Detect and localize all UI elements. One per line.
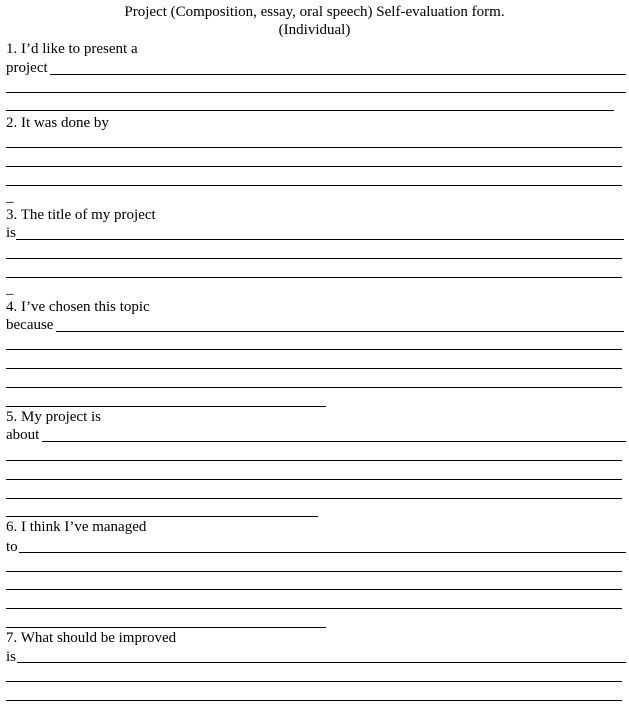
q4-answer-line[interactable] (6, 406, 326, 407)
q6-lead: to (6, 539, 18, 555)
q7-answer-line[interactable] (6, 681, 622, 682)
q7-answer-line[interactable] (6, 700, 622, 701)
q5-answer-line[interactable] (6, 498, 622, 499)
q3-lead: is (6, 225, 17, 241)
q3-prompt: 3. The title of my project (6, 207, 156, 223)
q3-answer-line[interactable] (6, 277, 622, 278)
q1-answer-line[interactable] (50, 74, 626, 75)
q6-prompt: 6. I think I’ve managed (6, 519, 147, 535)
q5-lead: about (6, 427, 40, 443)
q7-prompt: 7. What should be improved (6, 630, 177, 646)
q3-answer-line[interactable] (16, 239, 624, 240)
q2-prompt: 2. It was done by (6, 115, 109, 131)
q4-answer-line[interactable] (6, 368, 622, 369)
q2-answer-line[interactable] (6, 185, 622, 186)
q4-answer-line[interactable] (56, 331, 624, 332)
q2-stub: _ (6, 189, 14, 205)
q2-answer-line[interactable] (6, 147, 622, 148)
q6-answer-line[interactable] (6, 627, 326, 628)
q5-prompt: 5. My project is (6, 409, 101, 425)
q7-lead: is (6, 649, 17, 665)
q6-answer-line[interactable] (6, 608, 622, 609)
q6-answer-line[interactable] (6, 571, 622, 572)
form-subtitle: (Individual) (278, 22, 351, 38)
q4-answer-line[interactable] (6, 349, 622, 350)
q3-stub: _ (6, 281, 14, 297)
q5-answer-line[interactable] (6, 479, 622, 480)
q4-prompt: 4. I’ve chosen this topic (6, 299, 150, 315)
q1-answer-line[interactable] (6, 110, 614, 111)
q1-prompt: 1. I’d like to present a (6, 41, 138, 57)
q5-answer-line[interactable] (6, 516, 318, 517)
q2-answer-line[interactable] (6, 166, 622, 167)
q4-answer-line[interactable] (6, 387, 622, 388)
q7-answer-line[interactable] (17, 662, 626, 663)
q4-lead: because (6, 317, 54, 333)
q5-answer-line[interactable] (42, 441, 626, 442)
q5-answer-line[interactable] (6, 460, 622, 461)
q3-answer-line[interactable] (6, 258, 622, 259)
q6-answer-line[interactable] (6, 589, 622, 590)
q6-answer-line[interactable] (19, 552, 626, 553)
form-title: Project (Composition, essay, oral speech) Self-evaluation form. (124, 4, 505, 20)
q1-answer-line[interactable] (6, 92, 626, 93)
q1-lead: project (6, 60, 48, 76)
